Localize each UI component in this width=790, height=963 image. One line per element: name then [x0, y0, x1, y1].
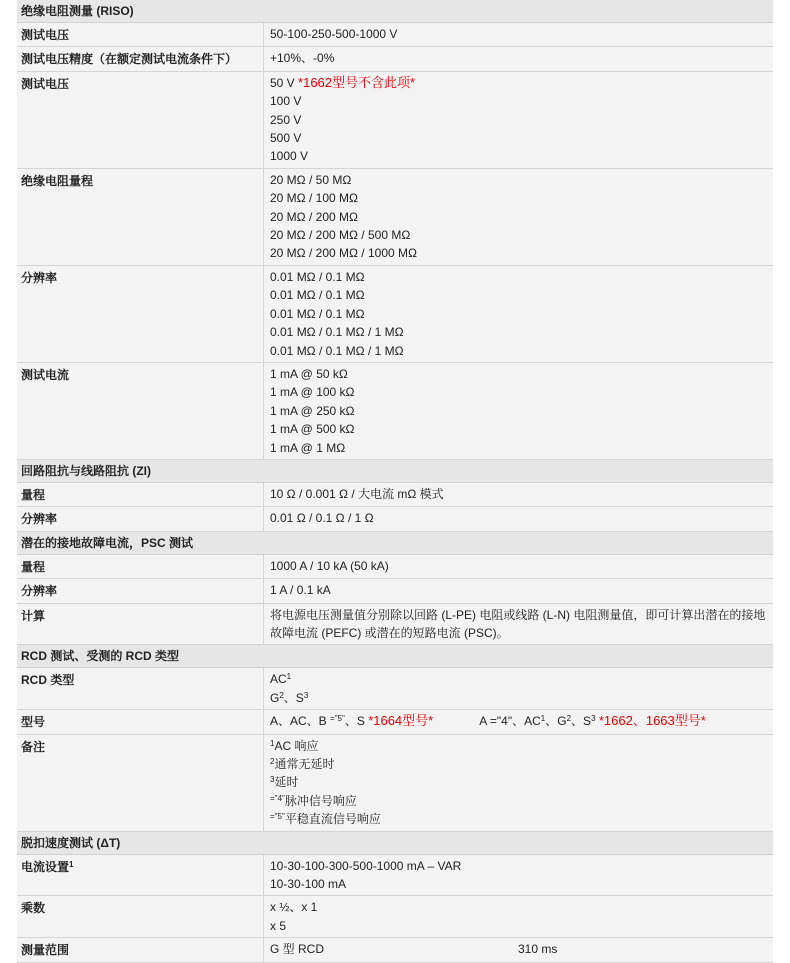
- row-value: [264, 735, 773, 831]
- row-label: 计算: [17, 604, 264, 645]
- value-line: [270, 737, 769, 755]
- table-row: [17, 483, 773, 507]
- section-header-zi: 回路阻抗与线路阻抗 (ZI): [17, 460, 773, 483]
- row-value: [264, 266, 773, 362]
- row-label: 分辨率: [17, 266, 264, 362]
- section-header-riso: 绝缘电阻测量 (RISO): [17, 0, 773, 23]
- value-line: 0.01 Ω / 0.1 Ω / 1 Ω: [270, 511, 374, 526]
- value-line: 20 MΩ / 200 MΩ / 500 MΩ: [270, 228, 411, 243]
- value-line: [270, 755, 769, 773]
- value-line: 0.01 MΩ / 0.1 MΩ: [270, 269, 365, 284]
- value-line: x 5: [270, 918, 287, 933]
- value-line: 500 V: [270, 131, 302, 146]
- row-label: 测试电压精度（在额定测试电流条件下）: [17, 47, 264, 70]
- footnote-mark: 2: [566, 714, 572, 724]
- footnote-mark: 2: [279, 690, 284, 700]
- value-line: x ½、x 1: [270, 900, 318, 915]
- footnote-mark: 1: [69, 859, 74, 869]
- section-header-psc: 潜在的接地故障电流，PSC 测试: [17, 532, 773, 555]
- footnote-mark: 1: [540, 714, 546, 724]
- value-line: [270, 74, 769, 92]
- value-line: [270, 712, 769, 730]
- value-text: 、S: [283, 690, 304, 705]
- footnote-mark: 3: [591, 714, 596, 724]
- value-paragraph: 将电源电压测量值分别除以回路 (L-PE) 电阻或线路 (L-N) 电阻测量值，即可计算出潜在的接地故障电流 (PEFC) 或潜在的短路电流 (PSC)。: [270, 607, 766, 640]
- table-row: [17, 896, 773, 938]
- row-label: 测试电压: [17, 72, 264, 168]
- row-value: [264, 668, 773, 709]
- row-value: [264, 47, 773, 70]
- value-line: 0.01 MΩ / 0.1 MΩ: [270, 306, 365, 321]
- value-line: 0.01 MΩ / 0.1 MΩ / 1 MΩ: [270, 343, 404, 358]
- value-text: 脉冲信号响应: [284, 793, 357, 808]
- value-line: 1 mA @ 100 kΩ: [270, 385, 355, 400]
- row-label: 测量范围: [17, 938, 264, 961]
- row-label: 分辨率: [17, 507, 264, 530]
- row-label: 型号: [17, 710, 264, 733]
- value-text: 、S: [344, 714, 365, 729]
- value-line: 20 MΩ / 50 MΩ: [270, 172, 352, 187]
- row-value: [264, 896, 773, 937]
- value-line: 10-30-100-300-500-1000 mA – VAR: [270, 858, 462, 873]
- footnote-mark: 2: [270, 757, 275, 766]
- value-line: +10%、-0%: [270, 51, 335, 66]
- value-text: A ="4"、AC: [479, 714, 541, 729]
- value-line: 1 mA @ 500 kΩ: [270, 422, 355, 437]
- table-row: [17, 710, 773, 734]
- row-value: [264, 483, 773, 506]
- row-label: [17, 855, 264, 896]
- value-line: 20 MΩ / 200 MΩ / 1000 MΩ: [270, 246, 417, 261]
- value-line: 1 mA @ 250 kΩ: [270, 403, 355, 418]
- row-label: 测试电压: [17, 23, 264, 46]
- model-note: *1664型号*: [368, 713, 434, 729]
- value-text: 延时: [274, 775, 299, 790]
- row-value: [264, 363, 773, 459]
- value-text: 、S: [571, 714, 592, 729]
- row-value: [264, 23, 773, 46]
- table-row: [17, 555, 773, 579]
- value-text: 、G: [545, 714, 567, 729]
- value-line: [270, 810, 769, 828]
- table-row: [17, 507, 773, 531]
- footnote-mark: ="5": [330, 714, 345, 724]
- table-row: [17, 47, 773, 71]
- table-row: [17, 23, 773, 47]
- value-line: 1000 A / 10 kA (50 kA): [270, 558, 389, 573]
- table-row: [17, 266, 773, 363]
- value-line: 1000 V: [270, 149, 309, 164]
- footnote-mark: 1: [286, 672, 292, 682]
- value-line: 20 MΩ / 100 MΩ: [270, 191, 358, 206]
- table-row: [17, 735, 773, 832]
- spec-table: [17, 0, 773, 963]
- value-line: 1 mA @ 50 kΩ: [270, 366, 348, 381]
- value-text: 50 V: [270, 75, 295, 90]
- row-value: [264, 938, 773, 961]
- value-line: 10-30-100 mA: [270, 877, 347, 892]
- row-value: [264, 72, 773, 168]
- row-value: [264, 507, 773, 530]
- section-header-trip-time: 脱扣速度测试 (ΔT): [17, 832, 773, 855]
- table-row: [17, 855, 773, 897]
- table-row: [17, 579, 773, 603]
- row-label: 量程: [17, 483, 264, 506]
- value-line: [270, 670, 769, 688]
- row-label: 备注: [17, 735, 264, 831]
- value-text: AC: [270, 672, 287, 687]
- row-label: 分辨率: [17, 579, 264, 602]
- value-line: 0.01 MΩ / 0.1 MΩ / 1 MΩ: [270, 325, 404, 340]
- value-line: 50-100-250-500-1000 V: [270, 27, 398, 41]
- value-line: 250 V: [270, 112, 302, 127]
- row-value: [264, 710, 773, 733]
- value-line: 1 A / 0.1 kA: [270, 583, 331, 598]
- model-note: *1662、1663型号*: [598, 713, 706, 729]
- footnote-mark: ="5": [270, 812, 285, 822]
- table-row: [17, 363, 773, 460]
- row-label: RCD 类型: [17, 668, 264, 709]
- row-label: 量程: [17, 555, 264, 578]
- section-header-rcd: RCD 测试、受测的 RCD 类型: [17, 645, 773, 668]
- model-note: *1662型号不含此项*: [298, 74, 416, 90]
- row-label: 测试电流: [17, 363, 264, 459]
- table-row: [17, 938, 773, 962]
- label-text: 电流设置: [21, 859, 70, 874]
- table-row: [17, 72, 773, 169]
- footnote-mark: 3: [270, 775, 275, 785]
- value-line: 1 mA @ 1 MΩ: [270, 440, 346, 455]
- footnote-mark: 3: [303, 690, 309, 700]
- row-value: [264, 604, 773, 645]
- value-line: [270, 689, 769, 707]
- value-text: G: [270, 690, 280, 705]
- value-text: AC 响应: [274, 738, 319, 753]
- value-line: 10 Ω / 0.001 Ω / 大电流 mΩ 模式: [270, 486, 444, 501]
- value-line: [270, 773, 769, 791]
- value-split: [270, 940, 769, 958]
- row-label: 绝缘电阻量程: [17, 169, 264, 265]
- footnote-mark: ="4": [270, 793, 285, 803]
- value-text: 通常无延时: [274, 757, 335, 771]
- table-row: [17, 604, 773, 646]
- value-text: A、AC、B: [270, 714, 331, 729]
- row-value: [264, 169, 773, 265]
- row-value: [264, 855, 773, 896]
- table-row: [17, 169, 773, 266]
- value-line: G 型 RCD: [270, 942, 325, 957]
- value-line: 100 V: [270, 94, 302, 109]
- value-line: 20 MΩ / 200 MΩ: [270, 209, 358, 224]
- row-value: [264, 555, 773, 578]
- footnote-mark: 1: [270, 738, 275, 748]
- value-text: 平稳直流信号响应: [284, 812, 381, 827]
- row-value: [264, 579, 773, 602]
- value-line: 310 ms: [518, 942, 558, 957]
- row-label: 乘数: [17, 896, 264, 937]
- value-line: [270, 792, 769, 810]
- table-row: [17, 668, 773, 710]
- value-line: 0.01 MΩ / 0.1 MΩ: [270, 288, 365, 303]
